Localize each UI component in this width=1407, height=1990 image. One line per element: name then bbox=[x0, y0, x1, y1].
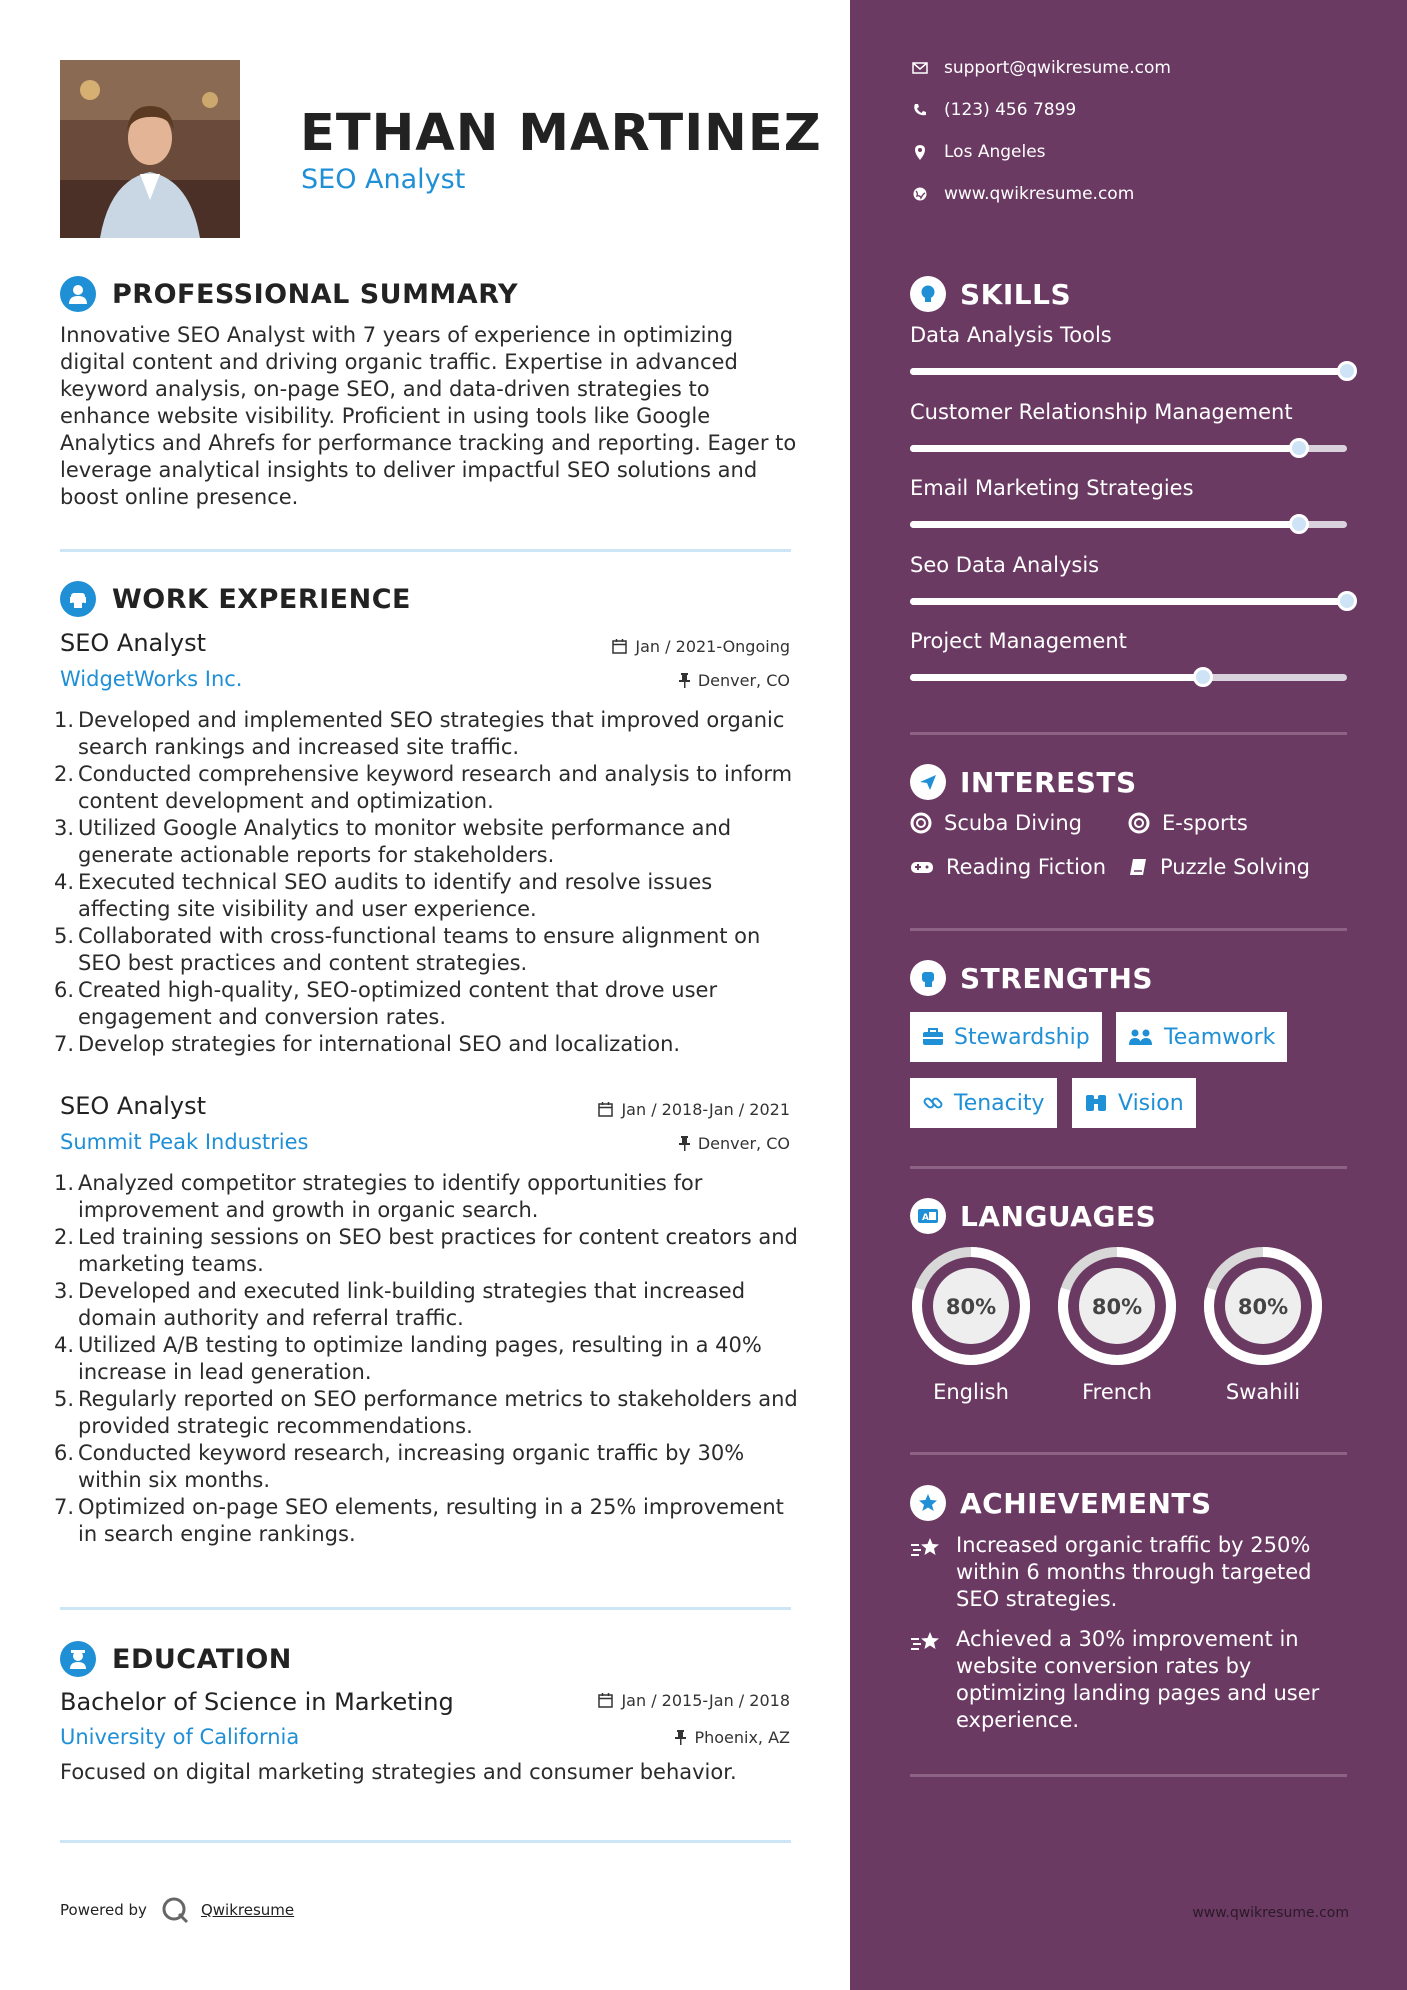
list-item: 3. Utilized Google Analytics to monitor website performance and generate actionable reports for stakeholders. bbox=[54, 816, 732, 867]
strength-label: Stewardship bbox=[954, 1024, 1090, 1050]
qwikresume-logo-icon bbox=[161, 1896, 189, 1924]
sidebar bbox=[850, 0, 1407, 1990]
skill-name: Data Analysis Tools bbox=[910, 323, 1112, 347]
achievements-heading bbox=[910, 1485, 1212, 1521]
binoculars-icon bbox=[1084, 1093, 1108, 1113]
skill-bar-knob bbox=[1289, 438, 1309, 458]
job-bullets bbox=[54, 1170, 800, 1548]
graduation-icon bbox=[60, 1641, 96, 1677]
sidebar-divider bbox=[910, 928, 1347, 931]
job-date bbox=[612, 637, 790, 656]
education-heading bbox=[60, 1641, 292, 1677]
skill-name: Seo Data Analysis bbox=[910, 553, 1100, 577]
language-name: English bbox=[933, 1380, 1009, 1404]
strength-chip bbox=[910, 1012, 1102, 1062]
languages-title: LANGUAGES bbox=[960, 1199, 1157, 1233]
shooting-star-icon bbox=[910, 1626, 946, 1734]
footer-url[interactable]: www.qwikresume.com bbox=[1192, 1905, 1349, 1921]
language-percent: 80% bbox=[945, 1295, 997, 1319]
translate-icon bbox=[910, 1198, 946, 1234]
shooting-star-icon bbox=[910, 1532, 946, 1613]
sidebar-divider bbox=[910, 1166, 1347, 1169]
language-ring bbox=[910, 1245, 1032, 1371]
skill-bar-fill bbox=[910, 521, 1299, 528]
calendar-icon bbox=[612, 639, 627, 654]
job-bullets bbox=[54, 707, 800, 1058]
skill-bar-knob bbox=[1337, 591, 1357, 611]
section-divider bbox=[60, 549, 791, 552]
school-name: University of California bbox=[60, 1725, 300, 1749]
summary-text: Innovative SEO Analyst with 7 years of experience in optimizing digital content and driving organic traffic. Expertise in advanced keyword analysis, on-page SEO, and data-driven strategies to enhance website visibility. Proficient in using tools like Google Analytics and Ahrefs for performance tracking and reporting. Eager to leverage analytical insights to deliver impactful SEO solutions and boost online presence. bbox=[60, 323, 797, 509]
skill-name: Project Management bbox=[910, 629, 1127, 653]
list-item: 4. Utilized A/B testing to optimize landing pages, resulting in a 40% increase in lead generation. bbox=[54, 1333, 762, 1384]
job-date-text: Jan / 2018-Jan / 2021 bbox=[621, 1100, 790, 1119]
skill-bar-knob bbox=[1337, 361, 1357, 381]
phone-text: (123) 456 7899 bbox=[944, 100, 1077, 120]
job-location bbox=[679, 671, 790, 690]
achievement-text: Achieved a 30% improvement in website conversion rates by optimizing landing pages and user experience. bbox=[956, 1627, 1320, 1732]
experience-heading bbox=[60, 581, 411, 617]
briefcase-icon bbox=[922, 1028, 944, 1046]
list-item: 5. Regularly reported on SEO performance metrics to stakeholders and provided strategic recommendations. bbox=[54, 1387, 798, 1438]
globe-icon bbox=[910, 187, 930, 201]
list-item: 4. Executed technical SEO audits to identify and resolve issues affecting site visibility and user experience. bbox=[54, 870, 713, 921]
language-name: Swahili bbox=[1225, 1380, 1301, 1404]
pin-icon bbox=[679, 1136, 690, 1151]
contact-email bbox=[910, 58, 1171, 78]
language-ring bbox=[1202, 1245, 1324, 1371]
gamepad-icon bbox=[910, 859, 934, 875]
interest-label: Scuba Diving bbox=[944, 811, 1082, 835]
users-icon bbox=[1128, 1028, 1154, 1046]
sidebar-divider bbox=[910, 1774, 1347, 1777]
interest-item bbox=[1128, 855, 1310, 879]
job-location-text: Denver, CO bbox=[697, 1134, 790, 1153]
list-item: 1. Developed and implemented SEO strategies that improved organic search rankings and increased site traffic. bbox=[54, 708, 785, 759]
list-item: 7. Develop strategies for international SEO and localization. bbox=[54, 1032, 681, 1056]
achievements-title: ACHIEVEMENTS bbox=[960, 1486, 1212, 1520]
briefcase-icon bbox=[60, 581, 96, 617]
list-item: 7. Optimized on-page SEO elements, resulting in a 25% improvement in search engine rankings. bbox=[54, 1495, 784, 1546]
skill-bar-knob bbox=[1289, 514, 1309, 534]
languages-heading bbox=[910, 1198, 1156, 1234]
summary-heading bbox=[60, 276, 518, 312]
skill-bar-fill bbox=[910, 445, 1299, 452]
job-company: Summit Peak Industries bbox=[60, 1130, 309, 1154]
strengths-title: STRENGTHS bbox=[960, 961, 1154, 995]
calendar-icon bbox=[598, 1693, 613, 1708]
contact-location bbox=[910, 142, 1046, 162]
phone-icon bbox=[910, 103, 930, 117]
profile-photo bbox=[60, 60, 240, 238]
lifebuoy-icon bbox=[910, 812, 932, 834]
contact-phone bbox=[910, 100, 1076, 120]
strength-chip bbox=[910, 1078, 1057, 1128]
job-title: SEO Analyst bbox=[60, 629, 207, 657]
powered-by-label: Powered by bbox=[60, 1901, 147, 1919]
education-location bbox=[675, 1728, 790, 1747]
website-text: www.qwikresume.com bbox=[944, 184, 1135, 204]
list-item: 2. Conducted comprehensive keyword research and analysis to inform content development and optimization. bbox=[54, 762, 793, 813]
list-item: 6. Created high-quality, SEO-optimized content that drove user engagement and conversion rates. bbox=[54, 978, 718, 1029]
experience-title: WORK EXPERIENCE bbox=[112, 583, 411, 615]
education-date-text: Jan / 2015-Jan / 2018 bbox=[621, 1691, 790, 1710]
section-divider bbox=[60, 1607, 791, 1610]
envelope-icon bbox=[910, 62, 930, 74]
interests-title: INTERESTS bbox=[960, 765, 1137, 799]
paper-plane-icon bbox=[910, 764, 946, 800]
qwikresume-link[interactable]: Qwikresume bbox=[200, 1901, 295, 1919]
language-percent: 80% bbox=[1091, 1295, 1143, 1319]
lightbulb-icon bbox=[910, 276, 946, 312]
strength-chip bbox=[1072, 1078, 1196, 1128]
interests-heading bbox=[910, 764, 1137, 800]
candidate-role: SEO Analyst bbox=[301, 164, 466, 195]
language-name: French bbox=[1082, 1380, 1152, 1404]
language-ring bbox=[1056, 1245, 1178, 1371]
section-divider bbox=[60, 1840, 791, 1843]
fist-icon bbox=[910, 960, 946, 996]
strength-label: Tenacity bbox=[954, 1090, 1045, 1116]
education-date bbox=[598, 1691, 790, 1710]
job-company: WidgetWorks Inc. bbox=[60, 667, 243, 691]
achievement-item bbox=[910, 1626, 1350, 1734]
skill-bar-knob bbox=[1193, 667, 1213, 687]
achievement-text: Increased organic traffic by 250% within 6 months through targeted SEO strategies. bbox=[956, 1533, 1312, 1611]
job-title: SEO Analyst bbox=[60, 1092, 207, 1120]
strengths-heading bbox=[910, 960, 1153, 996]
interest-item bbox=[910, 811, 1082, 835]
strength-chip bbox=[1116, 1012, 1287, 1062]
list-item: 2. Led training sessions on SEO best practices for content creators and marketing teams. bbox=[54, 1225, 798, 1276]
email-text: support@qwikresume.com bbox=[944, 58, 1171, 78]
list-item: 6. Conducted keyword research, increasing organic traffic by 30% within six months. bbox=[54, 1441, 745, 1492]
job-date-text: Jan / 2021-Ongoing bbox=[635, 637, 790, 656]
pin-icon bbox=[679, 673, 690, 688]
strength-label: Vision bbox=[1118, 1090, 1184, 1116]
location-pin-icon bbox=[910, 145, 930, 160]
interest-label: Puzzle Solving bbox=[1160, 855, 1310, 879]
user-icon bbox=[60, 276, 96, 312]
star-badge-icon bbox=[910, 1485, 946, 1521]
skills-heading bbox=[910, 276, 1071, 312]
sidebar-divider bbox=[910, 732, 1347, 735]
education-location-text: Phoenix, AZ bbox=[694, 1728, 790, 1747]
skill-bar-fill bbox=[910, 598, 1347, 605]
strength-label: Teamwork bbox=[1164, 1024, 1276, 1050]
achievement-item bbox=[910, 1532, 1350, 1613]
skill-bar-fill bbox=[910, 368, 1347, 375]
education-title: EDUCATION bbox=[112, 1643, 292, 1675]
list-item: 5. Collaborated with cross-functional teams to ensure alignment on SEO best practices and content strategies. bbox=[54, 924, 761, 975]
list-item: 1. Analyzed competitor strategies to identify opportunities for improvement and growth in organic search. bbox=[54, 1171, 703, 1222]
powered-by bbox=[60, 1896, 294, 1924]
skill-name: Email Marketing Strategies bbox=[910, 476, 1194, 500]
skills-title: SKILLS bbox=[960, 277, 1072, 311]
lifebuoy-icon bbox=[1128, 812, 1150, 834]
interest-label: Reading Fiction bbox=[946, 855, 1107, 879]
calendar-icon bbox=[598, 1102, 613, 1117]
skill-bar bbox=[910, 445, 1347, 452]
candidate-name: ETHAN MARTINEZ bbox=[300, 104, 822, 163]
book-icon bbox=[1128, 857, 1148, 877]
pin-icon bbox=[675, 1730, 686, 1745]
job-date bbox=[598, 1100, 790, 1119]
job-location bbox=[679, 1134, 790, 1153]
skill-bar bbox=[910, 598, 1347, 605]
svg-text:A: A bbox=[922, 1213, 929, 1223]
contact-website bbox=[910, 184, 1134, 204]
language-percent: 80% bbox=[1237, 1295, 1289, 1319]
job-location-text: Denver, CO bbox=[697, 671, 790, 690]
location-text: Los Angeles bbox=[944, 142, 1046, 162]
link-icon bbox=[922, 1092, 944, 1114]
skill-bar bbox=[910, 521, 1347, 528]
summary-title: PROFESSIONAL SUMMARY bbox=[112, 278, 519, 310]
interest-item bbox=[1128, 811, 1248, 835]
degree-title: Bachelor of Science in Marketing bbox=[60, 1688, 454, 1716]
skill-bar-fill bbox=[910, 674, 1203, 681]
interest-item bbox=[910, 855, 1106, 879]
skill-name: Customer Relationship Management bbox=[910, 400, 1293, 424]
skill-bar bbox=[910, 674, 1347, 681]
list-item: 3. Developed and executed link-building strategies that increased domain authority and referral traffic. bbox=[54, 1279, 746, 1330]
interest-label: E-sports bbox=[1162, 811, 1248, 835]
education-description: Focused on digital marketing strategies and consumer behavior. bbox=[60, 1760, 737, 1784]
sidebar-divider bbox=[910, 1452, 1347, 1455]
skill-bar bbox=[910, 368, 1347, 375]
